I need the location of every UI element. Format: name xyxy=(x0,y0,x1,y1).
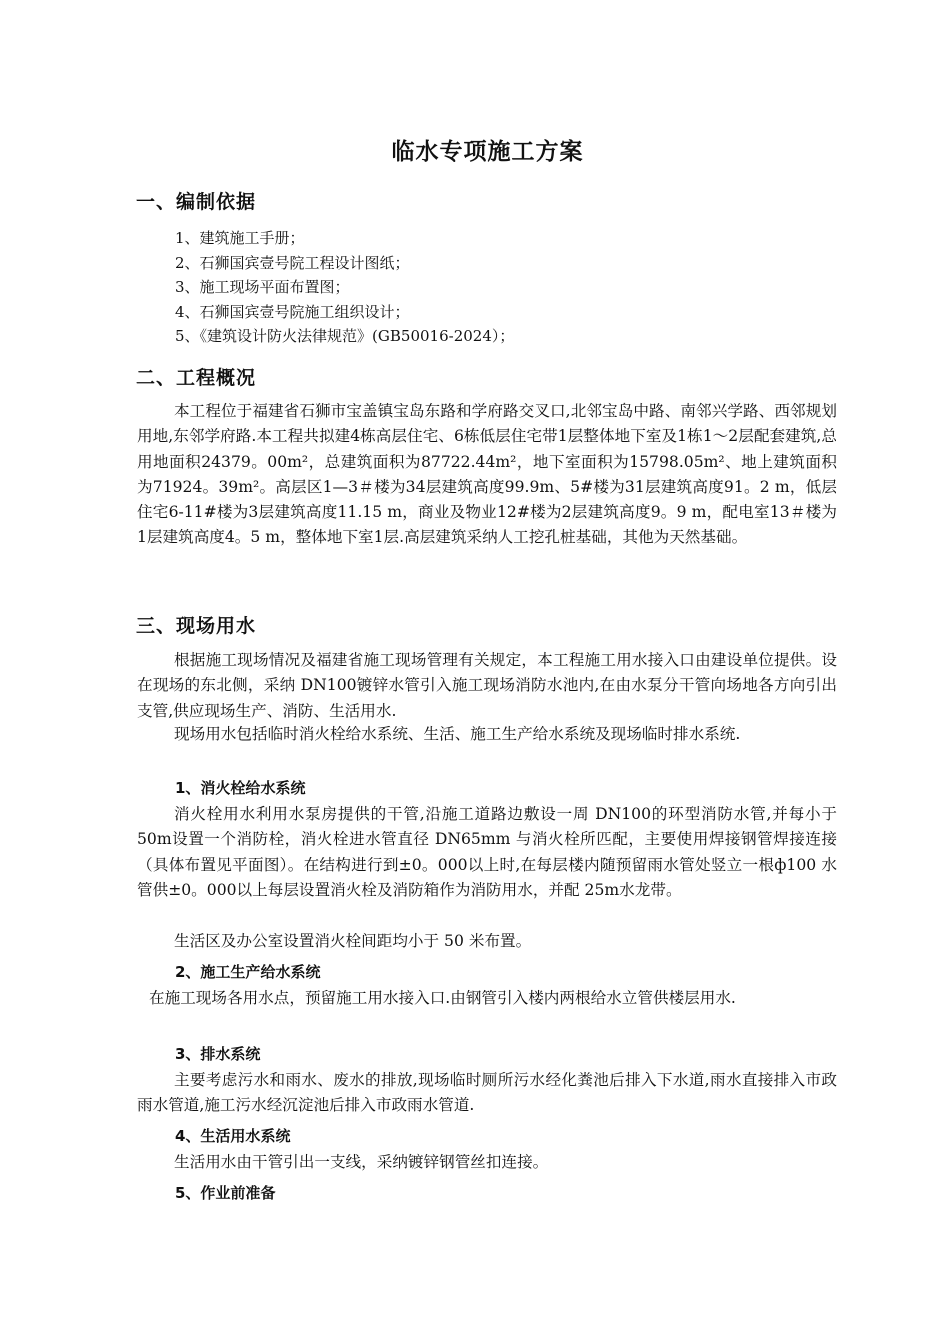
site-water-scope-paragraph: 现场用水包括临时消火栓给水系统、生活、施工生产给水系统及现场临时排水系统. xyxy=(174,725,741,743)
list-item: 3、施工现场平面布置图； xyxy=(175,278,350,296)
section-heading-overview: 二、工程概况 xyxy=(136,367,257,389)
domestic-water-paragraph: 生活用水由干管引出一支线，采纳镀锌钢管丝扣连接。 xyxy=(174,1153,549,1171)
overview-paragraph: 本工程位于福建省石狮市宝盖镇宝岛东路和学府路交叉口,北邻宝岛中路、南邻兴学路、西邻规划用地,东邻学府路.本工程共拟建4栋高层住宅、6栋低层住宅带1层整体地下室及1栋1～2层配套建筑,总用地面积24379。00m²，总建筑面积为87722.44m²，地下室面积为15798.05m²、地上建筑面积为71924。39m²。高层区1—3＃楼为34层建筑高度99.9m、5#楼为31层建筑高度91。2 m，低层住宅6-11#楼为3层建筑高度11.15 m，商业及物业12#楼为2层建筑高度9。9 m，配电室13＃楼为1层建筑高度4。5 m，整体地下室1层.高层建筑采纳人工挖孔桩基础，其他为天然基础。 xyxy=(137,402,837,547)
production-water-paragraph: 在施工现场各用水点，预留施工用水接入口.由钢管引入楼内两根给水立管供楼层用水. xyxy=(149,989,736,1007)
subsection-heading-hydrant: 1、消火栓给水系统 xyxy=(175,779,306,797)
reference-list xyxy=(175,226,514,349)
section-heading-basis: 一、编制依据 xyxy=(136,191,257,213)
subsection-heading-domestic-water: 4、生活用水系统 xyxy=(175,1127,291,1145)
list-item: 5、《建筑设计防火法律规范》(GB50016-2024）； xyxy=(175,327,515,345)
document-title: 临水专项施工方案 xyxy=(391,139,584,165)
hydrant-paragraph: 消火栓用水利用水泵房提供的干管,沿施工道路边敷设一周 DN100的环型消防水管,并每小于 50m设置一个消防栓，消火栓进水管直径 DN65mm 与消火栓所匹配，主要使用焊接钢管焊接连接（具体布置见平面图）。在结构进行到±0。000以上时,在每层楼内随预留雨水管处竖立一根ф100 水管供±0。000以上每层设置消火栓及消防箱作为消防用水，并配 25m水龙带。 xyxy=(137,805,837,899)
hydrant-spacing-paragraph: 生活区及办公室设置消火栓间距均小于 50 米布置。 xyxy=(174,932,532,950)
site-water-paragraph: 根据施工现场情况及福建省施工现场管理有关规定，本工程施工用水接入口由建设单位提供。设在现场的东北侧，采纳 DN100镀锌水管引入施工现场消防水池内,在由水泵分干管向场地各方向引出支管,供应现场生产、消防、生活用水. xyxy=(137,651,837,720)
subsection-heading-drainage: 3、排水系统 xyxy=(175,1045,261,1063)
section-heading-site-water: 三、现场用水 xyxy=(136,615,257,637)
list-item: 1、建筑施工手册； xyxy=(175,229,305,247)
subsection-heading-production-water: 2、施工生产给水系统 xyxy=(175,963,321,981)
list-item: 4、石狮国宾壹号院施工组织设计； xyxy=(175,302,410,321)
subsection-heading-preparation: 5、作业前准备 xyxy=(175,1184,276,1202)
list-item: 2、石狮国宾壹号院工程设计图纸； xyxy=(175,253,410,272)
drainage-paragraph: 主要考虑污水和雨水、废水的排放,现场临时厕所污水经化粪池后排入下水道,雨水直接排入市政雨水管道,施工污水经沉淀池后排入市政雨水管道. xyxy=(137,1071,837,1115)
